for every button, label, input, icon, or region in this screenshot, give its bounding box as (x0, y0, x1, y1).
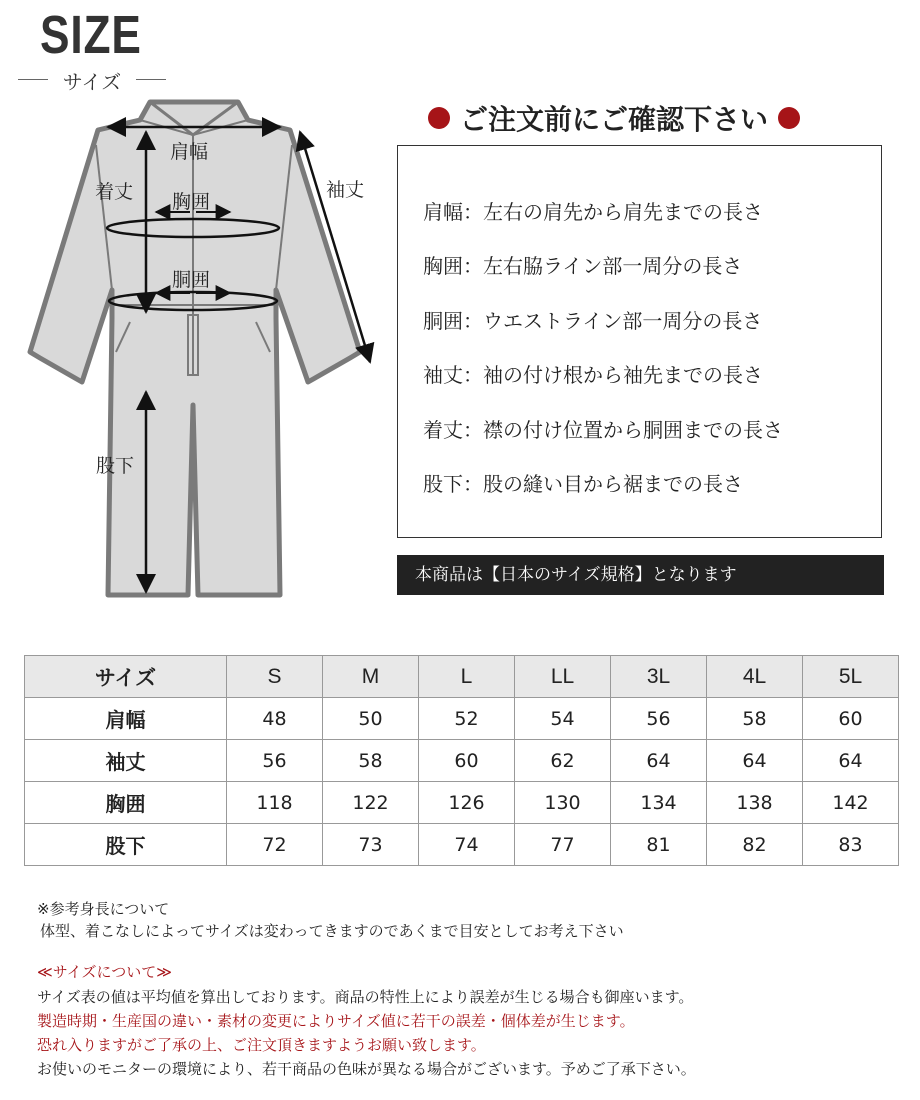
definition-term: 股下 (423, 472, 463, 496)
definition-term: 着丈 (423, 418, 463, 442)
size-column-header: 5L (803, 656, 899, 698)
definition-text: 襟の付け位置から胴囲までの長さ (483, 418, 783, 442)
size-column-header: LL (515, 656, 611, 698)
table-cell: 138 (707, 782, 803, 824)
table-corner-label: サイズ (25, 656, 227, 698)
definition-separator: ： (463, 472, 483, 496)
size-table (24, 655, 899, 866)
coverall-diagram (0, 90, 390, 610)
label-chest: 胸囲 (172, 191, 211, 213)
size-standard-note: 本商品は【日本のサイズ規格】となります (397, 555, 884, 595)
table-cell: 56 (611, 698, 707, 740)
reference-height-title: ※参考身長について (37, 900, 170, 918)
definition-text: 袖の付け根から袖先までの長さ (483, 363, 763, 387)
row-label: 肩幅 (25, 698, 227, 740)
table-cell: 58 (707, 698, 803, 740)
reference-height-text: 体型、着こなしによってサイズは変わってきますのであくまで目安としてお考え下さい (40, 922, 624, 940)
row-label: 胸囲 (25, 782, 227, 824)
size-column-header: S (227, 656, 323, 698)
table-cell: 64 (803, 740, 899, 782)
table-cell: 58 (323, 740, 419, 782)
definition-row (423, 305, 762, 334)
table-cell: 77 (515, 824, 611, 866)
table-cell: 60 (803, 698, 899, 740)
definition-term: 肩幅 (423, 200, 463, 224)
definition-row (423, 359, 763, 388)
definition-text: 左右の肩先から肩先までの長さ (483, 200, 763, 224)
table-cell: 122 (323, 782, 419, 824)
definition-row (423, 250, 742, 279)
table-cell: 72 (227, 824, 323, 866)
table-cell: 64 (611, 740, 707, 782)
table-cell: 134 (611, 782, 707, 824)
table-cell: 142 (803, 782, 899, 824)
about-size-line: 製造時期・生産国の違い・素材の変更によりサイズ値に若干の誤差・個体差が生じます。 (37, 1012, 635, 1030)
table-cell: 60 (419, 740, 515, 782)
table-cell: 81 (611, 824, 707, 866)
label-length: 着丈 (95, 181, 134, 203)
definition-text: 股の縫い目から裾までの長さ (483, 472, 743, 496)
table-cell: 56 (227, 740, 323, 782)
table-cell: 52 (419, 698, 515, 740)
row-label: 袖丈 (25, 740, 227, 782)
row-label: 股下 (25, 824, 227, 866)
definition-term: 袖丈 (423, 363, 463, 387)
size-subtitle: サイズ (18, 66, 166, 95)
notice-heading-text: ご注文前にご確認下さい (460, 103, 769, 136)
coverall-silhouette (30, 102, 360, 595)
size-column-header: 4L (707, 656, 803, 698)
table-cell: 73 (323, 824, 419, 866)
table-row (25, 698, 899, 740)
label-shoulder: 肩幅 (170, 141, 209, 163)
definition-row (423, 414, 783, 443)
table-row (25, 740, 899, 782)
definition-term: 胸囲 (423, 254, 463, 278)
label-sleeve: 袖丈 (326, 179, 365, 201)
table-cell: 50 (323, 698, 419, 740)
about-size-title: ≪サイズについて≫ (37, 963, 172, 981)
table-cell: 130 (515, 782, 611, 824)
table-row (25, 782, 899, 824)
table-cell: 82 (707, 824, 803, 866)
table-cell: 83 (803, 824, 899, 866)
definition-text: ウエストライン部一周分の長さ (483, 309, 763, 333)
size-title: SIZE (40, 5, 142, 65)
red-dot-icon (778, 107, 800, 129)
label-inseam: 股下 (96, 455, 135, 477)
table-cell: 64 (707, 740, 803, 782)
table-header-row (25, 656, 899, 698)
size-column-header: M (323, 656, 419, 698)
label-waist: 胴囲 (172, 269, 211, 291)
about-size-line: 恐れ入りますがご了承の上、ご注文頂きますようお願い致します。 (37, 1036, 486, 1054)
table-cell: 48 (227, 698, 323, 740)
table-row (25, 824, 899, 866)
size-column-header: 3L (611, 656, 707, 698)
definition-text: 左右脇ライン部一周分の長さ (483, 254, 743, 278)
table-cell: 54 (515, 698, 611, 740)
red-dot-icon (428, 107, 450, 129)
size-column-header: L (419, 656, 515, 698)
definitions-box (397, 145, 882, 538)
table-cell: 126 (419, 782, 515, 824)
notice-heading (428, 98, 810, 138)
about-size-line: サイズ表の値は平均値を算出しております。商品の特性上により誤差が生じる場合も御座います。 (37, 988, 694, 1006)
definition-term: 胴囲 (423, 309, 463, 333)
definition-separator: ： (463, 418, 483, 442)
definition-separator: ： (463, 363, 483, 387)
about-size-line: お使いのモニターの環境により、若干商品の色味が異なる場合がございます。予めご了承下さい。 (37, 1060, 696, 1078)
definition-separator: ： (463, 200, 483, 224)
definition-row (423, 468, 743, 497)
table-cell: 74 (419, 824, 515, 866)
table-cell: 62 (515, 740, 611, 782)
definition-separator: ： (463, 309, 483, 333)
table-cell: 118 (227, 782, 323, 824)
definition-row (423, 196, 763, 225)
definition-separator: ： (463, 254, 483, 278)
